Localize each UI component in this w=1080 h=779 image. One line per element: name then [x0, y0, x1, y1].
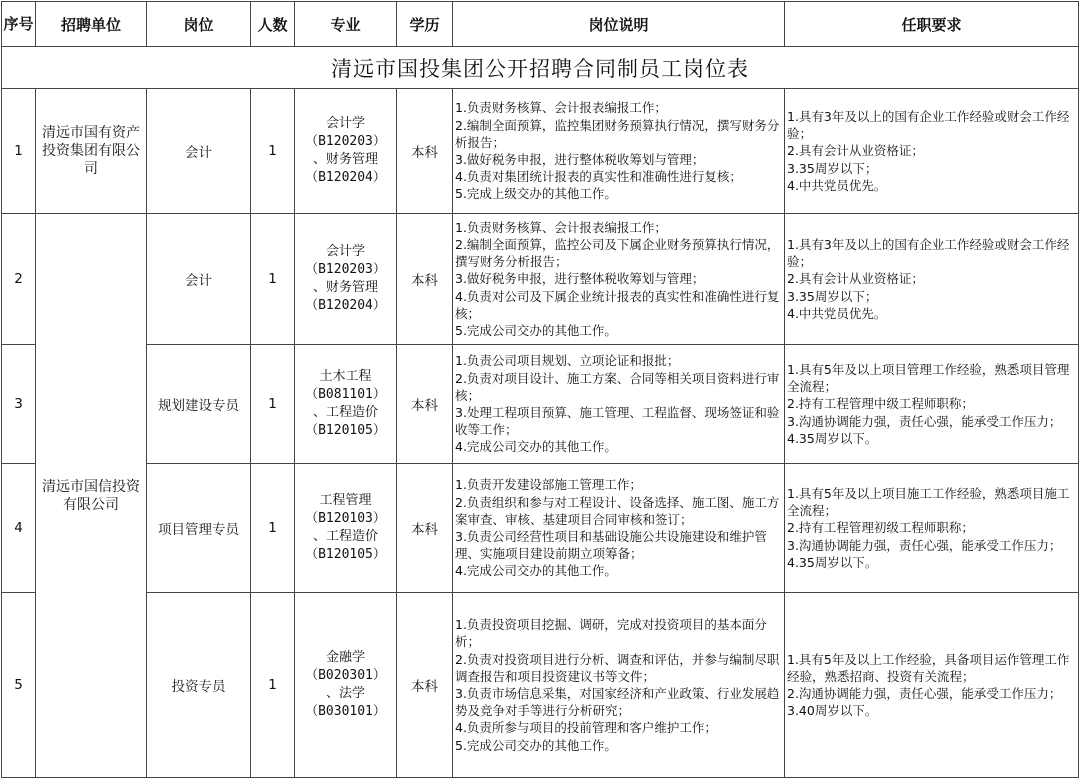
description-line: 1.负责开发建设部施工管理工作； — [455, 477, 642, 493]
description-line: 3.负责公司经营性项目和基础设施公共设施建设和维护管理、实施项目建设前期立项筹备； — [455, 529, 767, 562]
row-count: 1 — [251, 464, 295, 593]
major-line: 、财务管理 — [312, 280, 378, 295]
header-education: 学历 — [397, 2, 453, 47]
row-description — [453, 593, 785, 778]
description-line: 4.完成公司交办的其他工作。 — [455, 439, 617, 455]
requirement-line: 2.沟通协调能力强，责任心强，能承受工作压力； — [787, 686, 1062, 701]
major-line: 工程管理 — [319, 493, 372, 508]
major-line: （B081101） — [305, 387, 386, 402]
row-count: 1 — [251, 89, 295, 214]
header-row — [2, 2, 1079, 47]
requirement-line: 1.具有5年及以上项目管理工作经验，熟悉项目管理全流程； — [787, 361, 1070, 395]
header-count: 人数 — [251, 2, 295, 47]
row-requirements — [785, 345, 1079, 464]
row-position: 投资专员 — [147, 593, 251, 778]
header-position: 岗位 — [147, 2, 251, 47]
requirement-line: 2.具有会计从业资格证； — [787, 143, 924, 159]
header-description: 岗位说明 — [453, 2, 785, 47]
page-title: 清远市国投集团公开招聘合同制员工岗位表 — [2, 47, 1079, 89]
major-line: 金融学 — [325, 650, 365, 665]
description-line: 2.编制全面预算，监控公司及下属企业财务预算执行情况，撰写财务分析报告； — [455, 236, 780, 270]
description-line: 2.负责对投资项目进行分析、调查和评估，并参与编制尽职调查报告和项目投资建议书等文件； — [455, 651, 780, 684]
major-line: 、财务管理 — [312, 152, 378, 167]
requirement-line: 2.持有工程管理初级工程师职称； — [787, 520, 974, 536]
requirement-line: 4.35周岁以下。 — [787, 430, 878, 446]
row-major — [295, 345, 397, 464]
row-position: 会计 — [147, 214, 251, 345]
major-line: （B120105） — [305, 547, 386, 562]
major-line: （B030101） — [305, 704, 386, 719]
requirement-line: 2.持有工程管理中级工程师职称； — [787, 396, 974, 412]
table-row — [2, 89, 1079, 214]
row-description — [453, 464, 785, 593]
header-requirements: 任职要求 — [785, 2, 1079, 47]
major-line: （B120203） — [305, 262, 386, 277]
requirement-line: 4.35周岁以下。 — [787, 554, 878, 570]
row-position: 规划建设专员 — [147, 345, 251, 464]
row-count: 1 — [251, 593, 295, 778]
requirement-line: 1.具有5年及以上项目施工工作经验，熟悉项目施工全流程； — [787, 485, 1070, 519]
major-line: （B120204） — [305, 298, 386, 313]
row-requirements — [785, 214, 1079, 345]
requirement-line: 1.具有3年及以上的国有企业工作经验或财会工作经验； — [787, 236, 1070, 270]
requirement-line: 4.中共党员优先。 — [787, 305, 887, 321]
description-line: 5.完成上级交办的其他工作。 — [455, 186, 617, 202]
header-unit: 招聘单位 — [36, 2, 147, 47]
major-line: 、法学 — [325, 686, 365, 701]
row-description — [453, 345, 785, 464]
row-major — [295, 464, 397, 593]
description-line: 2.编制全面预算，监控集团财务预算执行情况，撰写财务分析报告； — [455, 117, 780, 150]
description-line: 1.负责财务核算、会计报表编报工作； — [455, 219, 667, 235]
major-line: 、工程造价 — [312, 405, 378, 420]
row-education: 本科 — [397, 214, 453, 345]
major-line: （B120204） — [305, 170, 386, 185]
row-education: 本科 — [397, 464, 453, 593]
description-line: 1.负责公司项目规划、立项论证和报批； — [455, 353, 680, 369]
row-description — [453, 214, 785, 345]
requirement-line: 1.具有3年及以上的国有企业工作经验或财会工作经验； — [787, 108, 1070, 142]
table-row — [2, 593, 1079, 778]
row-seq: 4 — [2, 464, 36, 593]
row-major — [295, 593, 397, 778]
requirement-line: 1.具有5年及以上工作经验，具备项目运作管理工作经验，熟悉招商、投资有关流程； — [787, 651, 1070, 684]
requirement-line: 3.沟通协调能力强，责任心强，能承受工作压力； — [787, 413, 1062, 429]
major-line: （B120103） — [305, 511, 386, 526]
requirement-line: 3.40周岁以下。 — [787, 703, 878, 719]
description-line: 4.完成公司交办的其他工作。 — [455, 563, 617, 579]
row-position: 会计 — [147, 89, 251, 214]
recruitment-sheet — [1, 1, 1078, 777]
row-seq: 2 — [2, 214, 36, 345]
row-seq: 1 — [2, 89, 36, 214]
row-education: 本科 — [397, 89, 453, 214]
description-line: 4.负责对集团统计报表的真实性和准确性进行复核； — [455, 169, 742, 185]
major-line: 会计学 — [325, 244, 365, 259]
row-major — [295, 89, 397, 214]
row-count: 1 — [251, 214, 295, 345]
description-line: 3.负责市场信息采集，对国家经济和产业政策、行业发展趋势及竞争对手等进行分析研究； — [455, 686, 780, 719]
major-line: 、工程造价 — [312, 529, 378, 544]
major-line: （B120105） — [305, 423, 386, 438]
row-seq: 5 — [2, 593, 36, 778]
recruitment-table — [1, 1, 1079, 778]
description-line: 1.负责投资项目挖掘、调研，完成对投资项目的基本面分析； — [455, 617, 767, 650]
description-line: 4.负责对公司及下属企业统计报表的真实性和准确性进行复核； — [455, 288, 780, 321]
requirement-line: 3.35周岁以下； — [787, 288, 878, 304]
table-row — [2, 345, 1079, 464]
description-line: 5.完成公司交办的其他工作。 — [455, 323, 617, 338]
row-education: 本科 — [397, 593, 453, 778]
description-line: 5.完成公司交办的其他工作。 — [455, 737, 617, 753]
header-major: 专业 — [295, 2, 397, 47]
description-line: 3.做好税务申报，进行整体税收筹划与管理； — [455, 271, 705, 287]
row-unit: 清远市国信投资有限公司 — [36, 214, 147, 778]
description-line: 1.负责财务核算、会计报表编报工作； — [455, 100, 667, 116]
major-line: 会计学 — [325, 116, 365, 131]
header-seq: 序号 — [2, 2, 36, 47]
row-requirements — [785, 89, 1079, 214]
row-description — [453, 89, 785, 214]
row-unit: 清远市国有资产投资集团有限公司 — [36, 89, 147, 214]
requirement-line: 4.中共党员优先。 — [787, 177, 887, 193]
description-line: 3.做好税务申报，进行整体税收筹划与管理； — [455, 152, 705, 167]
requirement-line: 3.沟通协调能力强，责任心强，能承受工作压力； — [787, 537, 1062, 553]
row-position: 项目管理专员 — [147, 464, 251, 593]
requirement-line: 2.具有会计从业资格证； — [787, 271, 924, 287]
description-line: 4.负责所参与项目的投前管理和客户维护工作； — [455, 720, 717, 736]
table-row — [2, 214, 1079, 345]
row-seq: 3 — [2, 345, 36, 464]
requirement-line: 3.35周岁以下； — [787, 160, 878, 176]
description-line: 2.负责对项目设计、施工方案、合同等相关项目资料进行审核； — [455, 370, 780, 403]
major-line: （B120203） — [305, 134, 386, 149]
major-line: 土木工程 — [319, 369, 372, 384]
major-line: （B020301） — [305, 668, 386, 683]
table-row — [2, 464, 1079, 593]
row-requirements — [785, 593, 1079, 778]
row-major — [295, 214, 397, 345]
description-line: 3.处理工程项目预算、施工管理、工程监督、现场签证和验收等工作； — [455, 405, 780, 438]
row-requirements — [785, 464, 1079, 593]
description-line: 2.负责组织和参与对工程设计、设备选择、施工图、施工方案审查、审核、基建项目合同审核和签订； — [455, 494, 780, 527]
row-count: 1 — [251, 345, 295, 464]
row-education: 本科 — [397, 345, 453, 464]
